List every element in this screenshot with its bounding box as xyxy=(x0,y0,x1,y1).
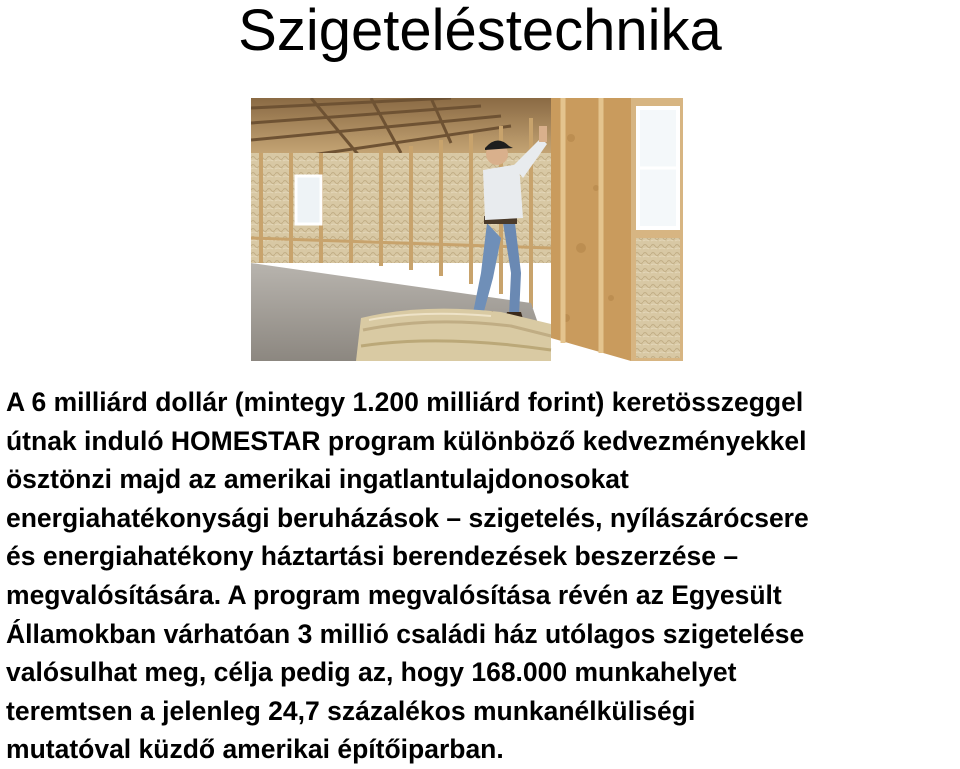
body-line: mutatóval küzdő amerikai építőiparban. xyxy=(6,734,504,765)
body-line: valósulhat meg, célja pedig az, hogy 168.000 munkahelyet xyxy=(6,657,737,688)
body-line: Államokban várhatóan 3 millió családi ház utólagos szigetelése xyxy=(6,618,805,649)
insulation-photo-icon xyxy=(251,98,683,361)
body-line: A 6 milliárd dollár (mintegy 1.200 milliárd forint) keretösszeggel xyxy=(6,387,804,417)
body-line: energiahatékonysági beruházások – szigetelés, nyílászárócsere xyxy=(6,502,809,533)
slide-title: Szigeteléstechnika xyxy=(238,0,722,63)
body-line: és energiahatékony háztartási berendezések beszerzése – xyxy=(6,541,739,572)
body-line: teremtsen a jelenleg 24,7 százalékos munkanélküliségi xyxy=(6,695,696,726)
body-line: ösztönzi majd az amerikai ingatlantulajdonosokat xyxy=(6,464,629,495)
body-paragraph xyxy=(6,383,958,769)
body-line: útnak induló HOMESTAR program különböző kedvezményekkel xyxy=(6,425,807,456)
body-line: megvalósítására. A program megvalósítása révén az Egyesült xyxy=(6,579,782,610)
